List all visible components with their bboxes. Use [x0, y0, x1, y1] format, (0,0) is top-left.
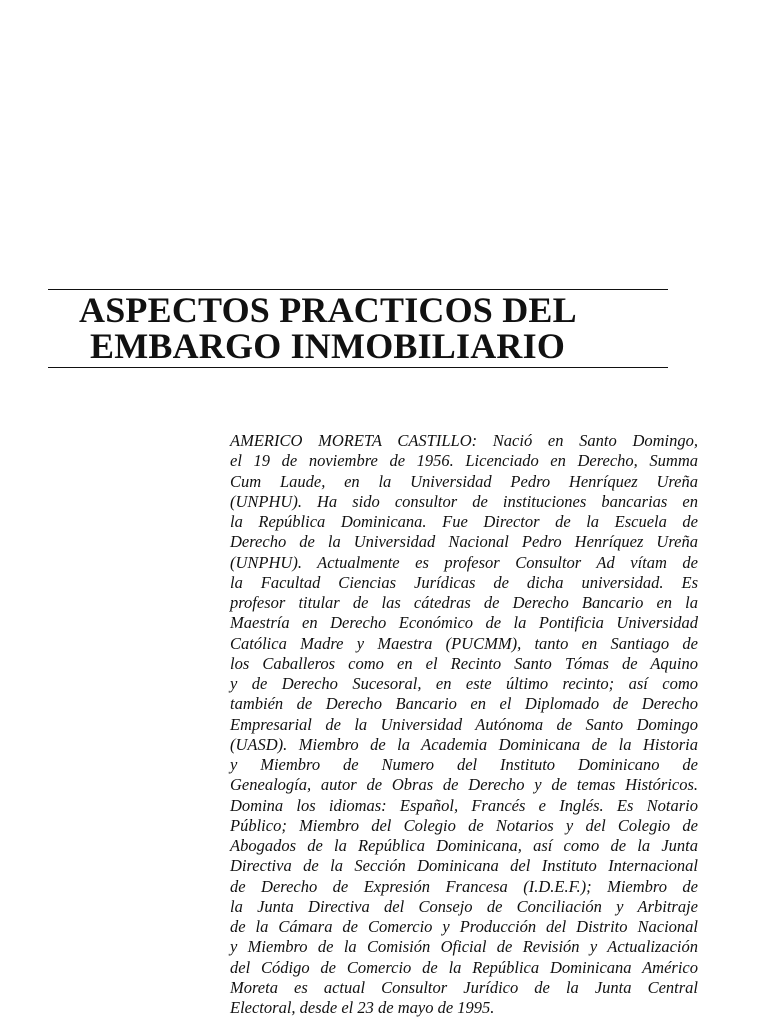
bio-line: Directiva de la Sección Dominicana del Instituto Internacional: [230, 856, 698, 876]
bio-line: Empresarial de la Universidad Autónoma de Santo Domingo: [230, 714, 698, 734]
title-line-2: EMBARGO INMOBILIARIO: [90, 326, 566, 366]
bio-line: y de Derecho Sucesoral, en este último recinto; así como: [230, 674, 698, 693]
bio-line: (UNPHU). Actualmente es profesor Consultor Ad vítam de: [230, 552, 698, 572]
bio-line: Electoral, desde el 23 de mayo de 1995.: [230, 998, 495, 1017]
bio-line: de Derecho de Expresión Francesa (I.D.E.F.); Miembro de: [230, 876, 698, 896]
bio-line: Maestría en Derecho Económico de la Pontificia Universidad: [230, 613, 698, 633]
bio-line: (UNPHU). Ha sido consultor de instituciones bancarias en: [230, 491, 698, 511]
bio-line: AMERICO MORETA CASTILLO: Nació en Santo Domingo,: [230, 431, 698, 450]
bio-line: los Caballeros como en el Recinto Santo Tómas de Aquino: [230, 653, 698, 673]
bio-line: Moreta es actual Consultor Jurídico de la Junta Central: [230, 977, 698, 997]
bio-line: Derecho de la Universidad Nacional Pedro Henríquez Ureña: [230, 532, 698, 552]
bio-line: también de Derecho Bancario en el Diplomado de Derecho: [230, 694, 698, 714]
bio-line: la Facultad Ciencias Jurídicas de dicha universidad. Es: [230, 572, 698, 592]
title-bottom-rule: [48, 367, 668, 368]
bio-line: (UASD). Miembro de la Academia Dominicana de la Historia: [230, 734, 698, 754]
bio-line: la República Dominicana. Fue Director de la Escuela de: [230, 512, 698, 531]
bio-line: Cum Laude, en la Universidad Pedro Henríquez Ureña: [230, 471, 698, 491]
author-bio: [230, 431, 698, 1018]
bio-line: Domina los idiomas: Español, Francés e Inglés. Es Notario: [230, 795, 698, 815]
bio-line: y Miembro de Numero del Instituto Dominicano de: [230, 755, 698, 774]
bio-line: Abogados de la República Dominicana, así como de la Junta: [230, 836, 698, 855]
bio-line: del Código de Comercio de la República Dominicana Américo: [230, 957, 698, 977]
bio-line: la Junta Directiva del Consejo de Conciliación y Arbitraje: [230, 896, 698, 916]
title-line-1: ASPECTOS PRACTICOS DEL: [79, 290, 577, 330]
bio-line: Genealogía, autor de Obras de Derecho y de temas Históricos.: [230, 775, 698, 795]
bio-line: Católica Madre y Maestra (PUCMM), tanto en Santiago de: [230, 633, 698, 653]
bio-line: el 19 de noviembre de 1956. Licenciado en Derecho, Summa: [230, 451, 698, 471]
bio-line: de la Cámara de Comercio y Producción del Distrito Nacional: [230, 917, 698, 936]
bio-line: profesor titular de las cátedras de Derecho Bancario en la: [230, 593, 698, 612]
page-title: [48, 292, 708, 364]
bio-line: y Miembro de la Comisión Oficial de Revisión y Actualización: [230, 937, 698, 957]
bio-line: Público; Miembro del Colegio de Notarios y del Colegio de: [230, 815, 698, 835]
